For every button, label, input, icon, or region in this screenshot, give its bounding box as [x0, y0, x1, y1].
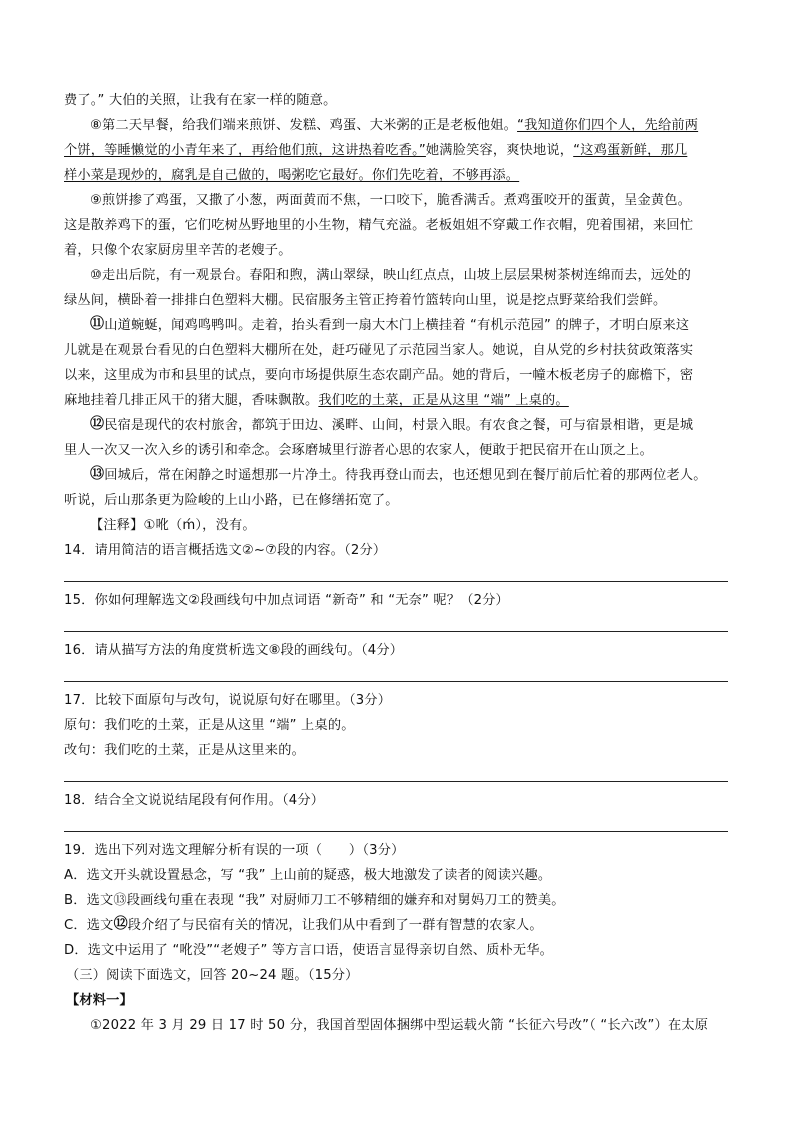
paragraph-number: ⑫	[113, 916, 128, 932]
question-19-option-a: A．选文开头就设置悬念，写 “我” 上山前的疑惑，极大地激发了读者的阅读兴趣。	[64, 868, 552, 883]
paragraph-13-line-1	[90, 466, 707, 486]
paragraph-number: ⑬	[90, 466, 105, 482]
paragraph-8-text: ⑧第二天早餐，给我们端来煎饼、发糕、鸡蛋、大米粥的正是老板他姐。	[90, 118, 518, 133]
underlined-sentence: 个饼，等睡懒觉的小青年来了，再给他们煎，这讲热着吃香。”	[64, 143, 426, 158]
question-19-option-b: B．选文⑬段画线句重在表现 “我” 对厨师刀工不够精细的嫌弃和对舅妈刀工的赞美。	[64, 893, 565, 908]
paragraph-8-line-2	[64, 141, 687, 161]
paragraph-11-text: 山道蜿蜒，闻鸡鸣鸭叫。走着，抬头看到一扇大木门上横挂着 “有机示范园” 的牌子，才明白原来这	[104, 318, 690, 333]
paragraph-number: ⑫	[90, 416, 105, 432]
paragraph-8-text: 她满脸笑容，爽快地说，	[425, 143, 574, 158]
answer-line-18	[64, 831, 728, 832]
paragraph-9-line-3: 着，只像个农家厨房里辛苦的老嫂子。	[64, 243, 292, 258]
question-16: 16．请从描写方法的角度赏析选文⑧段的画线句。（4分）	[64, 643, 404, 658]
paragraph-8-line-3: 样小菜是现炒的，腐乳是自己做的，喝粥吃它最好。你们先吃着，不够再添。	[64, 168, 520, 183]
question-17-original: 原句：我们吃的土菜，正是从这里 “端” 上桌的。	[64, 718, 355, 733]
option-c-text: 段介绍了与民宿有关的情况，让我们从中看到了一群有智慧的农家人。	[127, 918, 543, 933]
paragraph-10-line-1: ⑩走出后院，有一观景台。春阳和煦，满山翠绿，映山红点点，山坡上层层果树茶树连绵而去，远处的	[90, 268, 692, 283]
question-15: 15．你如何理解选文②段画线句中加点词语 “新奇” 和 “无奈” 呢？（2分）	[64, 593, 509, 608]
section-3-intro: （三）阅读下面选文，回答 20~24 题。（15分）	[66, 968, 359, 983]
paragraph-number: ⑪	[90, 316, 105, 332]
question-19-option-d: D．选文中运用了 “吪没”“老嫂子” 等方言口语，使语言显得亲切自然、质朴无华。	[64, 943, 554, 958]
paragraph-12-line-2: 里人一次又一次入乡的诱引和牵念。会琢磨城里行游者心思的农家人，便敢于把民宿开在山顶之上。	[64, 443, 654, 458]
annotation-note: 【注释】①吪（ḿ），没有。	[90, 518, 256, 533]
question-19-option-c	[64, 916, 543, 936]
answer-line-17	[64, 781, 728, 782]
question-19: 19．选出下列对选文理解分析有误的一项（ ）（3分）	[64, 843, 405, 858]
material-1-heading: 【材料一】	[66, 993, 133, 1008]
paragraph-8-line-1	[90, 116, 698, 136]
paragraph-12-text: 民宿是现代的农村旅舍，都筑于田边、溪畔、山间，村景入眼。有农食之餐，可与宿景相谐，更是城	[104, 418, 694, 433]
paragraph-9-line-2: 这是散养鸡下的蛋，它们吃树丛野地里的小生物，精气充溢。老板姐姐不穿戴工作衣帽，兜着围裙，来回忙	[64, 218, 694, 233]
paragraph-7-end: 费了。” 大伯的关照，让我有在家一样的随意。	[64, 93, 337, 108]
question-14: 14．请用简洁的语言概括选文②~⑦段的内容。（2分）	[64, 543, 387, 558]
paragraph-12-line-1	[90, 416, 693, 436]
paragraph-11-line-1	[90, 316, 689, 336]
paragraph-11-line-3: 以来，这里成为市和县里的试点，要向市场提供原生态农副产品。她的背后，一幢木板老房子的廊檐下，密	[64, 368, 694, 383]
paragraph-11-text: 麻地挂着几排正风干的猪大腿，香味飘散。	[64, 393, 319, 408]
material-1-line-1: ①2022 年 3 月 29 日 17 时 50 分，我国首型固体捆绑中型运载火箭 “长征六号改”（ “长六改”）在太原	[90, 1018, 709, 1033]
question-17-modified: 改句：我们吃的土菜，正是从这里来的。	[64, 743, 305, 758]
underlined-sentence: “这鸡蛋新鲜，那几	[573, 143, 688, 158]
paragraph-11-line-2: 儿就是在观景台看见的白色塑料大棚所在处，赶巧碰见了示范园当家人。她说，自从党的乡村扶贫政策落实	[64, 343, 694, 358]
underlined-sentence: 我们吃的土菜，正是从这里 “端” 上桌的。	[318, 393, 569, 408]
answer-line-14	[64, 581, 728, 582]
answer-line-15	[64, 631, 728, 632]
paragraph-13-text: 回城后，常在闲静之时遥想那一片净土。待我再登山而去，也还想见到在餐厅前后忙着的那两位老人。	[104, 468, 707, 483]
question-18: 18．结合全文说说结尾段有何作用。（4分）	[64, 793, 325, 808]
answer-line-16	[64, 681, 728, 682]
question-17: 17．比较下面原句与改句，说说原句好在哪里。（3分）	[64, 693, 392, 708]
paragraph-10-line-2: 绿丛间，横卧着一排排白色塑料大棚。民宿服务主管正挎着竹篮转向山里，说是挖点野菜给我们尝鲜。	[64, 293, 667, 308]
underlined-sentence: “我知道你们四个人，先给前两	[517, 118, 699, 133]
paragraph-9-line-1: ⑨煎饼掺了鸡蛋，又撒了小葱，两面黄而不焦，一口咬下，脆香满舌。煮鸡蛋咬开的蛋黄，呈金黄色。	[90, 193, 692, 208]
paragraph-13-line-2: 听说，后山那条更为险峻的上山小路，已在修缮拓宽了。	[64, 493, 399, 508]
paragraph-11-line-4	[64, 391, 569, 411]
option-c-prefix: C．选文	[64, 918, 114, 933]
